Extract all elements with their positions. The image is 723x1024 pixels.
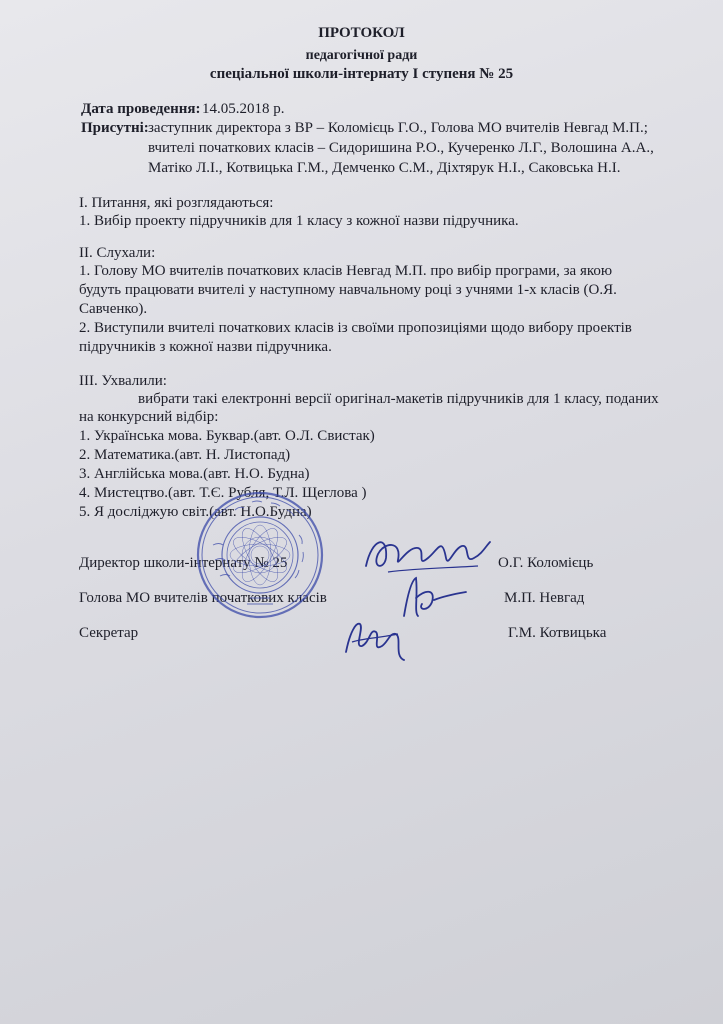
section2-line: підручників з кожної назви підручника. bbox=[79, 339, 332, 355]
section2-heading: ІІ. Слухали: bbox=[79, 245, 156, 261]
section2-line: 1. Голову МО вчителів початкових класів Невгад М.П. про вибір програми, за якою bbox=[79, 263, 613, 279]
present-line: вчителі початкових класів – Сидоришина Р.О., Кучеренко Л.Г., Волошина А.А., bbox=[148, 140, 654, 156]
signature-role: Директор школи-інтернату № 25 bbox=[79, 555, 288, 571]
textbook-item: 2. Математика.(авт. Н. Листопад) bbox=[79, 447, 291, 463]
signature-role: Голова МО вчителів початкових класів bbox=[79, 590, 327, 606]
document-title: ПРОТОКОЛ bbox=[318, 25, 405, 41]
signature-name: О.Г. Коломієць bbox=[498, 555, 594, 571]
textbook-item: 1. Українська мова. Буквар.(авт. О.Л. Свистак) bbox=[79, 428, 375, 444]
textbook-item: 5. Я досліджую світ.(авт. Н.О.Будна) bbox=[79, 504, 312, 520]
director-signature bbox=[358, 528, 498, 578]
section3-intro: вибрати такі електронні версії оригінал-макетів підручників для 1 класу, поданих bbox=[138, 391, 659, 407]
section3-heading: ІІІ. Ухвалили: bbox=[79, 373, 167, 389]
section3-intro: на конкурсний відбір: bbox=[79, 409, 219, 425]
present-line: Матіко Л.І., Котвицька Г.М., Демченко С.М., Діхтярук Н.І., Саковська Н.І. bbox=[148, 160, 621, 176]
present-line: заступник директора з ВР – Коломієць Г.О., Голова МО вчителів Невгад М.П.; bbox=[148, 120, 648, 136]
official-stamp bbox=[195, 490, 325, 620]
section2-line: будуть працювати вчителі у наступному навчальному році з учнями 1-х класів (О.Я. bbox=[79, 282, 617, 298]
date-label: Дата проведення: bbox=[81, 101, 201, 117]
present-label: Присутні: bbox=[81, 120, 149, 136]
section1-item: 1. Вибір проекту підручників для 1 класу з кожної назви підручника. bbox=[79, 213, 519, 229]
section2-line: Савченко). bbox=[79, 301, 148, 317]
section1-heading: І. Питання, які розглядаються: bbox=[79, 195, 274, 211]
signature-name: М.П. Невгад bbox=[504, 590, 585, 606]
section2-line: 2. Виступили вчителі початкових класів із своїми пропозиціями щодо вибору проектів bbox=[79, 320, 632, 336]
textbook-item: 3. Англійська мова.(авт. Н.О. Будна) bbox=[79, 466, 310, 482]
school-name: спеціальної школи-інтернату І ступеня № 25 bbox=[209, 66, 514, 82]
textbook-item: 4. Мистецтво.(авт. Т.Є. Рубля, Т.Л. Щеглова ) bbox=[79, 485, 367, 501]
document-subtitle: педагогічної ради bbox=[305, 48, 418, 63]
signature-name: Г.М. Котвицька bbox=[508, 625, 607, 641]
signature-role: Секретар bbox=[79, 625, 139, 641]
secretary-signature bbox=[340, 612, 410, 667]
date-value: 14.05.2018 р. bbox=[202, 101, 285, 117]
